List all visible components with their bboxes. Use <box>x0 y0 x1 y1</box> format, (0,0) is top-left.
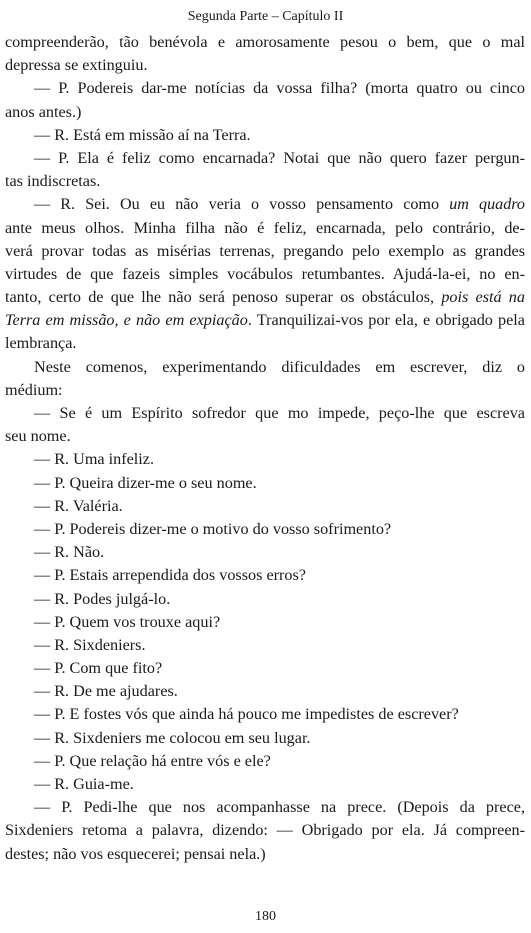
page-number: 180 <box>255 909 276 924</box>
text-line: — P. Ela é feliz como encarnada? Notai que não quero fazer pergun- <box>34 148 525 167</box>
text-line: compreenderão, tão benévola e amorosamente pesou o bem, que o mal <box>5 33 525 51</box>
italic-text-run: Terra em missão, e não em expiação <box>5 311 248 330</box>
text-line <box>5 193 525 216</box>
page-body <box>5 31 525 866</box>
text-line: — R. De me ajudares. <box>34 682 178 701</box>
text-run: . Tranquilizai-vos por ela, e obrigado pela <box>247 311 525 330</box>
text-line: depressa se extinguiu. <box>5 56 148 75</box>
text-line: — P. E fostes vós que ainda há pouco me impedistes de escrever? <box>34 705 459 724</box>
text-line: destes; não vos esquecerei; pensai nela.) <box>5 844 266 863</box>
text-line: ante meus olhos. Minha filha não é feliz, encarnada, pelo contrário, de- <box>5 218 525 237</box>
text-line: — R. Está em missão aí na Terra. <box>34 125 251 144</box>
text-line: tas indiscretas. <box>5 172 101 191</box>
text-line: Neste comenos, experimentando dificuldades em escrever, diz o <box>34 357 525 376</box>
italic-text-run: pois está na <box>441 288 525 307</box>
text-line: lembrança. <box>5 334 77 353</box>
text-line <box>5 309 525 332</box>
text-run: — R. Sei. Ou eu não veria o vosso pensamento como <box>34 196 450 214</box>
text-line: Sixdeniers retoma a palavra, dizendo: — Obrigado por ela. Já compreen- <box>5 821 525 840</box>
italic-text-run: um quadro <box>449 196 525 214</box>
text-line: — P. Que relação há entre vós e ele? <box>34 751 271 770</box>
text-run: tanto, certo de que lhe não será penoso superar os obstáculos, <box>5 288 442 307</box>
text-line: — R. Sixdeniers. <box>34 635 146 654</box>
text-line: virtudes de que fazeis simples vocábulos retumbantes. Ajudá-la-ei, no en- <box>5 264 525 283</box>
text-line: — R. Sixdeniers me colocou em seu lugar. <box>34 728 311 747</box>
text-line: anos antes.) <box>5 102 82 121</box>
text-line: — P. Podereis dizer-me o motivo do vosso sofrimento? <box>34 519 392 538</box>
text-line: — P. Estais arrependida dos vossos erros? <box>34 566 306 585</box>
text-line: — P. Podereis dar-me notícias da vossa filha? (morta quatro ou cinco <box>34 79 525 98</box>
text-line: — P. Pedi-lhe que nos acompanhasse na prece. (Depois da prece, <box>34 798 525 817</box>
text-line: seu nome. <box>5 427 71 446</box>
text-line: — Se é um Espírito sofredor que mo impede, peço-lhe que escreva <box>34 404 525 422</box>
text-line: — R. Podes julgá-lo. <box>34 589 171 608</box>
text-line: — R. Guia-me. <box>34 775 134 793</box>
text-line: verá provar todas as misérias terrenas, pregando pelo exemplo as grandes <box>5 241 525 260</box>
text-line: — R. Não. <box>34 543 105 562</box>
text-line: — R. Valéria. <box>34 496 123 515</box>
text-line: — P. Quem vos trouxe aqui? <box>34 612 221 631</box>
text-line: — R. Uma infeliz. <box>34 450 155 469</box>
text-line <box>5 286 525 309</box>
running-head: Segunda Parte – Capítulo II <box>187 9 344 24</box>
text-line: — P. Com que fito? <box>34 659 163 678</box>
text-line: — P. Queira dizer-me o seu nome. <box>34 473 257 492</box>
text-line: médium: <box>5 380 63 399</box>
